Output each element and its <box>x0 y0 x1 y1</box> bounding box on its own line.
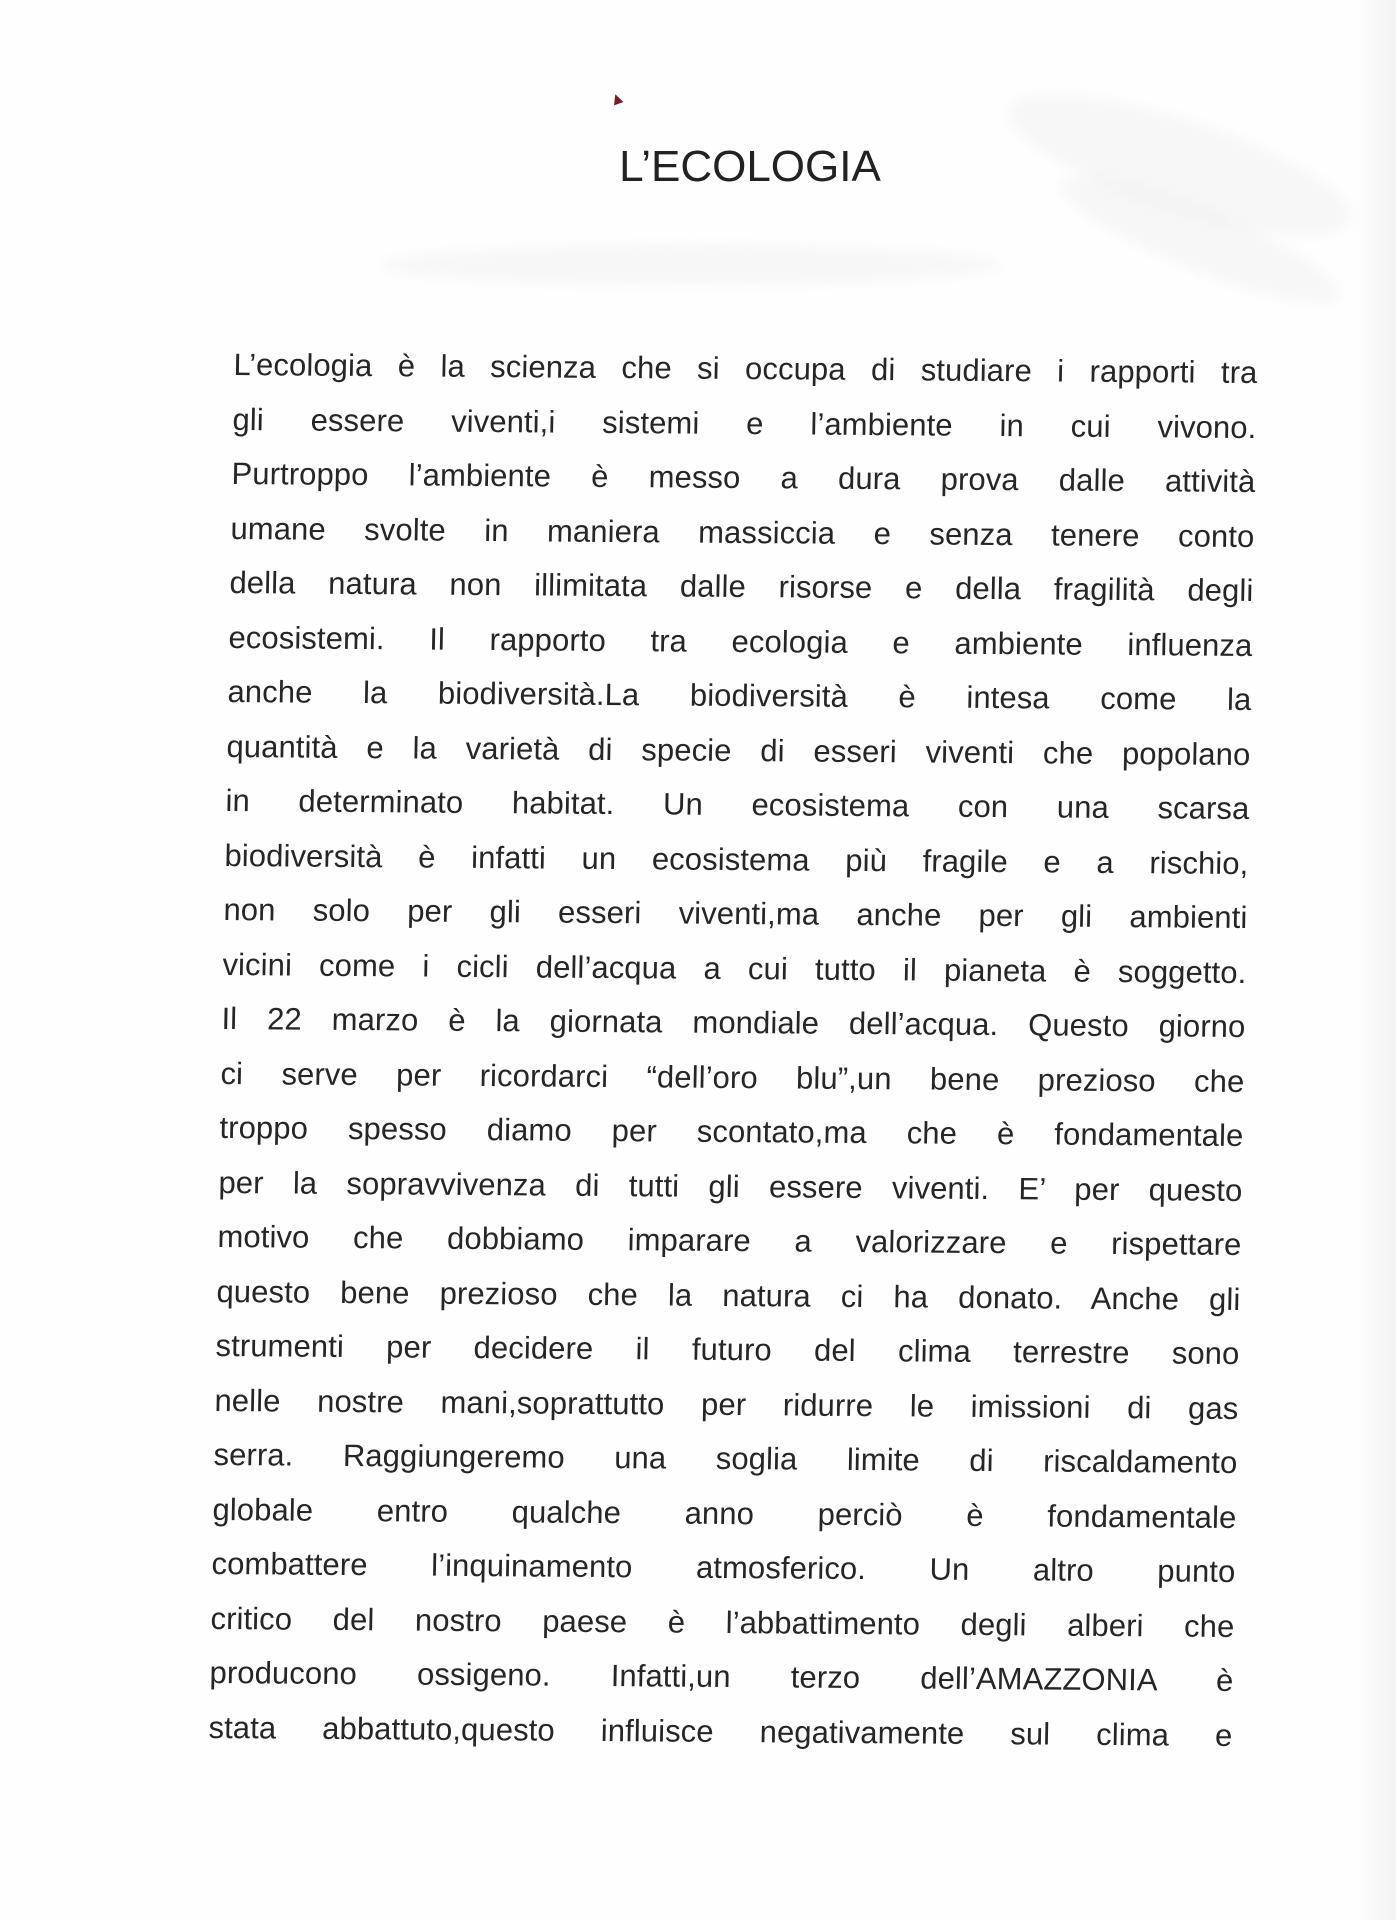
body-line: Purtroppo l’ambiente è messo a dura prova dalle attività <box>231 455 1256 500</box>
body-line: critico del nostro paese è l’abbattimento degli alberi che <box>210 1600 1235 1644</box>
body-line: ci serve per ricordarci “dell’oro blu”,un bene prezioso che <box>220 1055 1245 1099</box>
body-line: gli essere viventi,i sistemi e l’ambiente in cui vivono. <box>232 401 1257 445</box>
body-line: Il 22 marzo è la giornata mondiale dell’acqua. Questo giorno <box>221 1000 1246 1045</box>
body-line: combattere l’inquinamento atmosferico. Un altro punto <box>211 1545 1236 1590</box>
body-line: stata abbattuto,questo influisce negativamente sul clima e <box>208 1709 1233 1753</box>
body-line: quantità e la varietà di specie di esseri viventi che popolano <box>226 728 1251 772</box>
body-line: producono ossigeno. Infatti,un terzo dell’AMAZZONIA è <box>209 1654 1234 1699</box>
body-line: L’ecologia è la scienza che si occupa di studiare i rapporti tra <box>233 346 1258 391</box>
body-line: ecosistemi. Il rapporto tra ecologia e ambiente influenza <box>228 619 1253 663</box>
document-title: L’ECOLOGIA <box>619 142 881 191</box>
red-ink-mark <box>611 93 624 106</box>
body-line: troppo spesso diamo per scontato,ma che è fondamentale <box>219 1109 1244 1154</box>
body-line: biodiversità è infatti un ecosistema più fragile e a rischio, <box>224 837 1249 881</box>
body-line: vicini come i cicli dell’acqua a cui tutto il pianeta è soggetto. <box>222 946 1247 990</box>
body-line: in determinato habitat. Un ecosistema con una scarsa <box>225 782 1250 827</box>
body-line: anche la biodiversità.La biodiversità è intesa come la <box>227 673 1252 718</box>
body-line: per la sopravvivenza di tutti gli essere viventi. E’ per questo <box>218 1164 1243 1208</box>
document-body <box>208 338 1258 1763</box>
show-through-smudge <box>380 245 1000 285</box>
body-line: motivo che dobbiamo imparare a valorizzare e rispettare <box>217 1218 1242 1263</box>
body-line: strumenti per decidere il futuro del clima terrestre sono <box>215 1327 1240 1372</box>
body-line: serra. Raggiungeremo una soglia limite di riscaldamento <box>213 1436 1238 1481</box>
body-line: umane svolte in maniera massiccia e senza tenere conto <box>230 510 1255 554</box>
body-line: questo bene prezioso che la natura ci ha donato. Anche gli <box>216 1273 1241 1317</box>
body-line: globale entro qualche anno perciò è fondamentale <box>212 1491 1237 1535</box>
body-line: nelle nostre mani,soprattutto per ridurre le imissioni di gas <box>214 1382 1239 1426</box>
body-line: della natura non illimitata dalle risorse e della fragilità degli <box>229 564 1254 609</box>
body-line: non solo per gli esseri viventi,ma anche per gli ambienti <box>223 891 1248 936</box>
page-edge-shadow <box>1356 0 1396 1920</box>
